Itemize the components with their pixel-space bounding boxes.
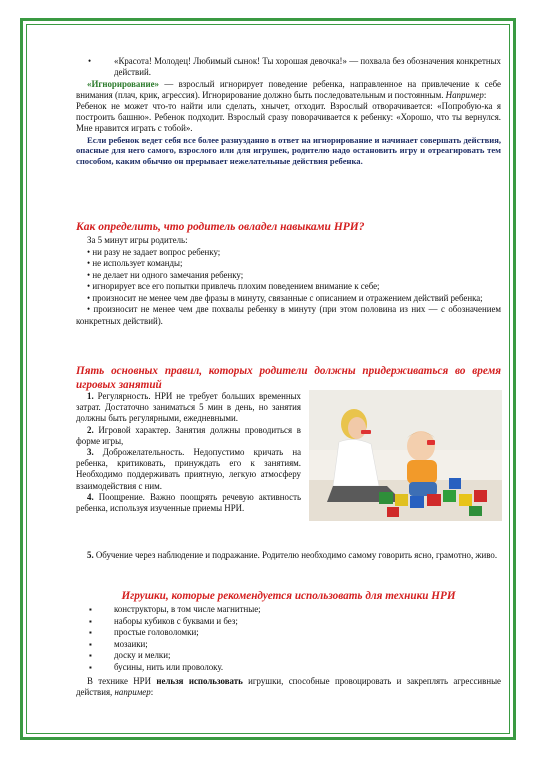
rule-item-5: 5. Обучение через наблюдение и подражание. Родителю необходимо самому говорить ясно, грамотно, живо. bbox=[87, 550, 498, 560]
section1-lead: За 5 минут игры родитель: bbox=[87, 235, 188, 245]
list-item: ▪ простые головоломки; bbox=[76, 627, 501, 639]
ignore-paragraph bbox=[76, 79, 501, 101]
example-text: Ребенок не может что-то найти или сделать, хнычет, отходит. Взрослый отворачивается: «Попробую-ка я построить башню». Ребенок подходит. Взрослый сразу поворачивается к ребенку: «Хорошо, что ты вернулся. Мне нравится играть с тобой». bbox=[76, 100, 501, 133]
list-item: • игнорирует все его попытки привлечь плохим поведением внимание к себе; bbox=[87, 281, 380, 291]
ignore-definition: — взрослый игнорирует поведение ребенка, направленное на привлечение к себе внимания (плач, крик, агрессия). Игнорирование должно быть последовательным и постоянным. bbox=[76, 78, 501, 100]
mother-child-photo-icon bbox=[309, 390, 502, 521]
section1-body bbox=[76, 235, 501, 327]
ignore-term: «Игнорирование» bbox=[87, 78, 159, 89]
list-item: ▪ конструкторы, в том числе магнитные; bbox=[76, 604, 501, 616]
photo-illustration bbox=[309, 390, 502, 521]
rule-item: 2. Игровой характер. Занятия должны проводиться в форме игры, bbox=[76, 424, 301, 446]
praise-bullet: • «Красота! Молодец! Любимый сынок! Ты хорошая девочка!» — похвала без обозначения конкретных действий. bbox=[76, 56, 501, 78]
list-item: • не делает ни одного замечания ребенку; bbox=[87, 269, 244, 280]
rule-item: 1. Регулярность. НРИ не требует больших временных затрат. Достаточно заниматься 5 мин в день, но занятия должны быть регулярными, ежедневными. bbox=[76, 391, 301, 424]
list-item: • не использует команды; bbox=[87, 258, 183, 268]
section1-heading: Как определить, что родитель овладел навыками НРИ? bbox=[76, 221, 365, 233]
closing-paragraph: В технике НРИ нельзя использовать игрушки, способные провоцировать и закреплять агрессивные действия, например: bbox=[76, 675, 501, 698]
section2-heading: Пять основных правил, которых родители должны придерживаться во время игровых занятий bbox=[76, 365, 501, 391]
list-item: ▪ мозаики; bbox=[76, 639, 501, 651]
list-item: • ни разу не задает вопрос ребенку; bbox=[87, 246, 221, 257]
list-item: • произносит не менее чем две фразы в минуту, связанные с описанием и отражением действий ребенка; bbox=[87, 292, 483, 303]
toys-list bbox=[76, 604, 501, 699]
rule-item: 4. Поощрение. Важно поощрять речевую активность ребенка, используя изученные приемы НРИ. bbox=[76, 491, 301, 514]
rule-item: 3. Доброжелательность. Недопустимо кричать на ребенка, критиковать, принуждать его к занятиям. Необходимо поддерживать приятную, легкую атмосферу взаимодействия с ним. bbox=[76, 447, 302, 491]
list-item: ▪ наборы кубиков с буквами и без; bbox=[76, 616, 501, 628]
warning-paragraph: Если ребенок ведет себя все более разнузданно в ответ на игнорирование и начинает совершать действия, опасные для него самого, взрослого или для игрушек, родителю надо остановить игру и отреагировать тем способом, каким обычно он прерывает нежелательные действия ребенка. bbox=[76, 134, 501, 166]
example-label: Например bbox=[445, 89, 484, 100]
list-item: ▪ доску и мелки; bbox=[76, 650, 501, 662]
list-item: ▪ бусины, нить или проволоку. bbox=[76, 662, 501, 674]
list-item: • произносит не менее чем две похвалы ребенку в минуту (при этом половина из них — с обозначением конкретных действий). bbox=[76, 304, 502, 326]
example-colon: : bbox=[483, 89, 487, 100]
section3-heading: Игрушки, которые рекомендуется использовать для техники НРИ bbox=[121, 590, 456, 602]
rules-list bbox=[76, 391, 301, 514]
intro-block bbox=[76, 56, 501, 166]
